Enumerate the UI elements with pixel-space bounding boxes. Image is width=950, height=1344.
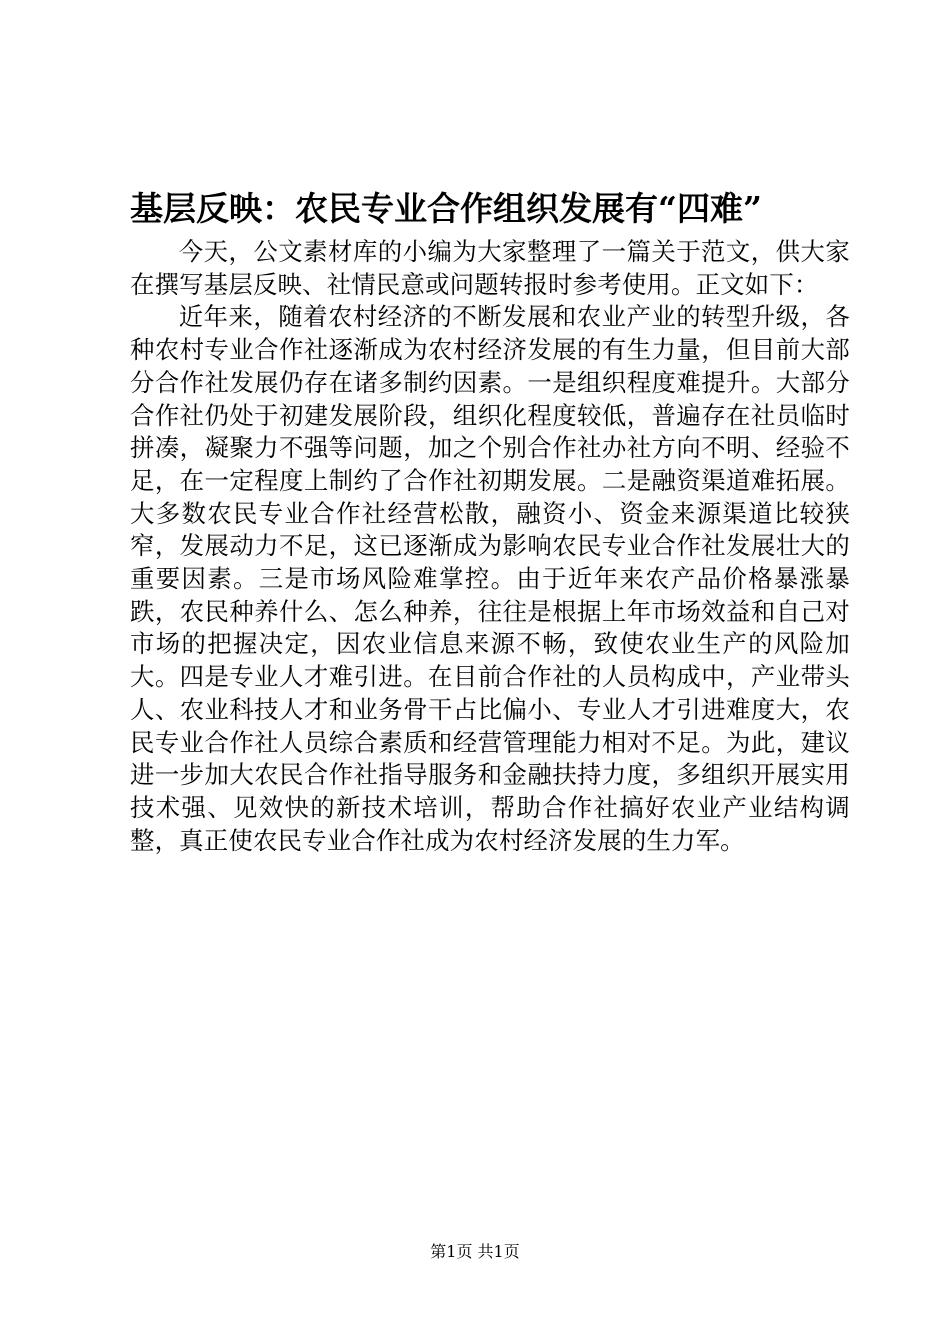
intro-paragraph: 今天，公文素材库的小编为大家整理了一篇关于范文，供大家在撰写基层反映、社情民意或问题转报时参考使用。正文如下： <box>130 237 850 299</box>
document-body <box>130 236 850 857</box>
main-paragraph: 近年来，随着农村经济的不断发展和农业产业的转型升级，各种农村专业合作社逐渐成为农村经济发展的有生力量，但目前大部分合作社发展仍存在诸多制约因素。一是组织程度难提升。大部分合作社仍处于初建发展阶段，组织化程度较低，普遍存在社员临时拼凑，凝聚力不强等问题，加之个别合作社办社方向不明、经验不足，在一定程度上制约了合作社初期发展。二是融资渠道难拓展。大多数农民专业合作社经营松散，融资小、资金来源渠道比较狭窄，发展动力不足，这已逐渐成为影响农民专业合作社发展壮大的重要因素。三是市场风险难掌控。由于近年来农产品价格暴涨暴跌，农民种养什么、怎么种养，往往是根据上年市场效益和自己对市场的把握决定，因农业信息来源不畅，致使农业生产的风险加大。四是专业人才难引进。在目前合作社的人员构成中，产业带头人、农业科技人才和业务骨干占比偏小、专业人才引进难度大，农民专业合作社人员综合素质和经营管理能力相对不足。为此，建议进一步加大农民合作社指导服务和金融扶持力度，多组织开展实用技术强、见效快的新技术培训，帮助合作社搞好农业产业结构调整，真正使农民专业合作社成为农村经济发展的生力军。 <box>130 302 850 855</box>
page-number-footer: 第1页 共1页 <box>430 1242 520 1261</box>
document-title: 基层反映：农民专业合作组织发展有“四难” <box>130 189 762 228</box>
